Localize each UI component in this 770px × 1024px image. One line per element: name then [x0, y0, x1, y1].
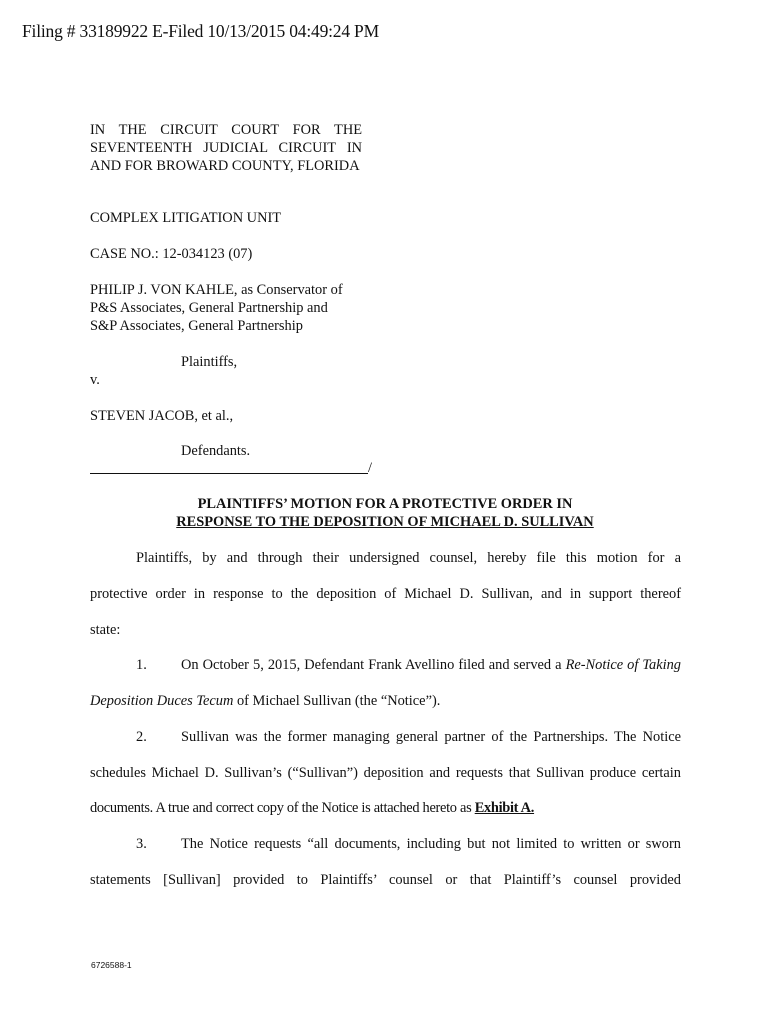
motion-title-line-2: RESPONSE TO THE DEPOSITION OF MICHAEL D. SULLIVAN — [176, 514, 594, 530]
intro-line-2: protective order in response to the deposition of Michael D. Sullivan, and in support thereof — [90, 586, 681, 602]
paragraph-2-number: 2. — [136, 729, 147, 745]
court-caption: IN THE CIRCUIT COURT FOR THE SEVENTEENTH JUDICIAL CIRCUIT IN AND FOR BROWARD COUNTY, FLORIDA — [90, 122, 362, 174]
caption-rule-slash: / — [368, 460, 372, 476]
paragraph-2-text: documents. A true and correct copy of the Notice is attached hereto as — [90, 800, 475, 816]
intro-line-3: state: — [90, 622, 121, 638]
complex-litigation-unit: COMPLEX LITIGATION UNIT — [90, 210, 282, 226]
paragraph-2-line-1: Sullivan was the former managing general partner of the Partnerships. The Notice — [181, 729, 681, 745]
paragraph-2-line-2: schedules Michael D. Sullivan’s (“Sullivan”) deposition and requests that Sullivan produce certain — [90, 765, 681, 781]
plaintiff-line: PHILIP J. VON KAHLE, as Conservator of — [90, 282, 343, 298]
filing-stamp: Filing # 33189922 E-Filed 10/13/2015 04:49:24 PM — [22, 21, 379, 41]
paragraph-1-notice-title-cont: Deposition Duces Tecum — [90, 693, 234, 709]
defendant-name: STEVEN JACOB, et al., — [90, 408, 234, 424]
exhibit-a-reference: Exhibit A. — [474, 800, 535, 816]
caption-rule — [90, 473, 368, 474]
case-number: CASE NO.: 12-034123 (07) — [90, 246, 253, 262]
paragraph-1-line-1 — [181, 657, 681, 674]
paragraph-1-text: On October 5, 2015, Defendant Frank Avellino filed and served a — [181, 657, 566, 673]
plaintiffs-label: Plaintiffs, — [181, 354, 238, 370]
document-id: 6726588-1 — [91, 960, 132, 970]
plaintiff-line: S&P Associates, General Partnership — [90, 318, 303, 334]
paragraph-2-line-3 — [90, 800, 534, 817]
plaintiff-line: P&S Associates, General Partnership and — [90, 300, 328, 316]
paragraph-3-line-2: statements [Sullivan] provided to Plaintiffs’ counsel or that Plaintiff’s counsel provided — [90, 872, 681, 888]
intro-line-1: Plaintiffs, by and through their undersigned counsel, hereby file this motion for a — [136, 550, 681, 566]
versus: v. — [90, 372, 100, 388]
paragraph-1-number: 1. — [136, 657, 147, 673]
paragraph-1-line-2 — [90, 693, 440, 710]
paragraph-1-text-cont: of Michael Sullivan (the “Notice”). — [233, 693, 441, 709]
paragraph-1-notice-title: Re-Notice of Taking — [565, 657, 682, 673]
defendants-label: Defendants. — [181, 443, 251, 459]
paragraph-3-line-1: The Notice requests “all documents, including but not limited to written or sworn — [181, 836, 681, 852]
paragraph-3-number: 3. — [136, 836, 147, 852]
motion-title-line-1: PLAINTIFFS’ MOTION FOR A PROTECTIVE ORDER IN — [197, 496, 573, 512]
